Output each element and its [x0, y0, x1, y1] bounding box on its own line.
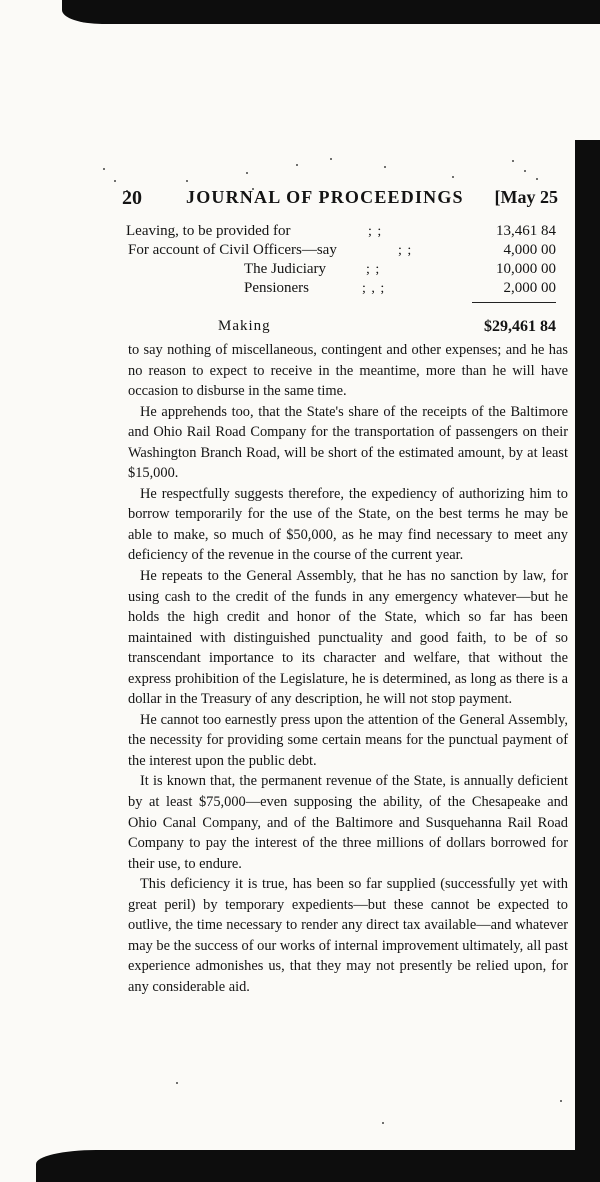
- account-amount: 4,000 00: [503, 242, 556, 258]
- scan-speck: [103, 168, 105, 170]
- account-total: [126, 318, 558, 338]
- paragraph: to say nothing of miscellaneous, contingent and other expenses; and he has no reason to expect to receive in the meantime, more than he will have occasion to disburse in the same time.: [128, 342, 568, 400]
- running-title: JOURNAL OF PROCEEDINGS: [186, 187, 464, 207]
- paragraph: He respectfully suggests therefore, the expediency of authorizing him to borrow temporarily for the use of the State, on the best terms he may be able to make, so much of $50,000, as he may find necessary to meet any deficiency of the revenue in the course of the current year.: [128, 485, 568, 564]
- total-amount: $29,461 84: [484, 318, 556, 335]
- scan-speck: [382, 1122, 384, 1124]
- account-leader: ; , ;: [362, 281, 386, 296]
- account-amount: 10,000 00: [496, 261, 556, 277]
- scan-speck: [524, 170, 526, 172]
- account-amount: 13,461 84: [496, 223, 556, 239]
- scan-speck: [330, 158, 332, 160]
- scan-speck: [384, 166, 386, 168]
- scan-speck: [512, 160, 514, 162]
- account-label: For account of Civil Officers—say: [128, 242, 337, 258]
- account-leader: ; ;: [368, 224, 383, 239]
- scan-speck: [536, 178, 538, 180]
- body-text: [128, 340, 568, 998]
- scan-speck: [296, 164, 298, 166]
- paragraph: He apprehends too, that the State's share of the receipts of the Baltimore and Ohio Rail Road Company for the transportation of passengers on their Washington Branch Road, will be short of the estimated amount, by at least $15,000.: [128, 403, 568, 482]
- page-date: [May 25: [494, 187, 558, 207]
- scan-speck: [246, 172, 248, 174]
- page-header: [122, 187, 570, 213]
- account-row: [126, 279, 558, 298]
- scan-border-bottom: [36, 1150, 600, 1182]
- total-label: Making: [218, 318, 271, 334]
- scan-border-right: [575, 140, 600, 1150]
- account-leader: ; ;: [366, 262, 381, 277]
- account-label: Pensioners: [244, 280, 309, 296]
- paragraph: He repeats to the General Assembly, that he has no sanction by law, for using cash to the credit of the funds in any emergency whatever—but he holds the high credit and honor of the State, which so far has been maintained with distinguished punctuality and good faith, to be of so transcendant importance to its character and welfare, that without the express prohibition of the Legislature, he is determined, as long as there is a dollar in the Treasury of any description, he will not stop payment.: [128, 568, 568, 708]
- paragraph: It is known that, the permanent revenue of the State, is annually deficient by at least $75,000—even supposing the ability, of the Chesapeake and Ohio Canal Company, and of the Baltimore and Susquehanna Rail Road Company to pay the interest of the three millions of dollars borrowed for their use, to endure.: [128, 773, 568, 872]
- scan-speck: [560, 1100, 562, 1102]
- scan-speck: [114, 180, 116, 182]
- sum-rule: [472, 302, 556, 303]
- account-row: [126, 260, 558, 279]
- scan-speck: [452, 176, 454, 178]
- account-leader: ; ;: [398, 243, 413, 258]
- account-label: Leaving, to be provided for: [126, 223, 291, 239]
- account-table: [126, 222, 558, 298]
- page-number: 20: [122, 187, 142, 209]
- paragraph: He cannot too earnestly press upon the attention of the General Assembly, the necessity for providing some certain means for the punctual payment of the interest upon the public debt.: [128, 711, 568, 769]
- account-row: [126, 241, 558, 260]
- account-label: The Judiciary: [244, 261, 327, 277]
- paragraph: This deficiency it is true, has been so far supplied (successfully yet with great peril) by temporary expedients—but these cannot be expected to outlive, the time necessary to render any direct tax available—and whatever may be the success of our works of internal improvement ultimately, all past experience admonishes us, that they may not presently be relied upon, for any considerable aid.: [128, 876, 568, 995]
- account-amount: 2,000 00: [503, 280, 556, 296]
- scan-speck: [176, 1082, 178, 1084]
- account-row: [126, 222, 558, 241]
- scan-border-top: [62, 0, 600, 24]
- scan-speck: [186, 180, 188, 182]
